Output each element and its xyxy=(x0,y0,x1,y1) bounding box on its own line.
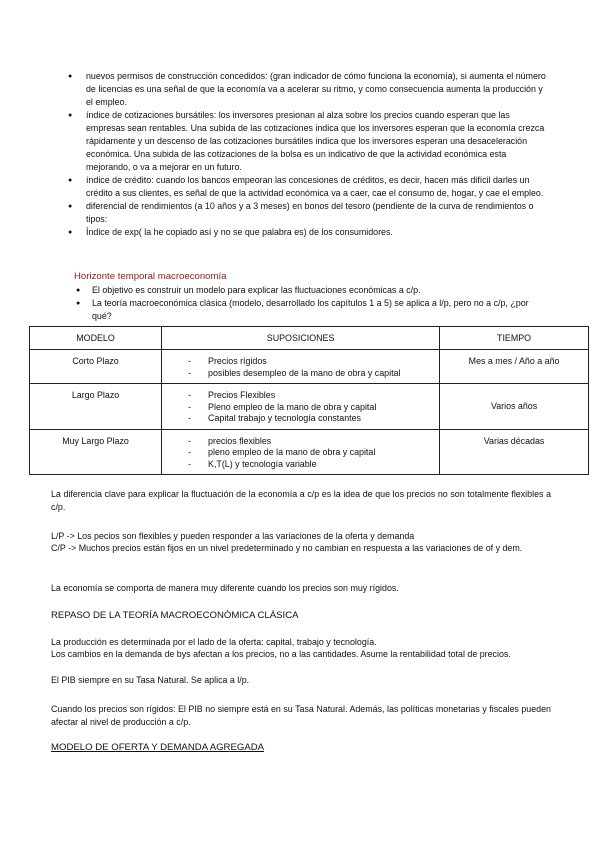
section-title-horizonte: Horizonte temporal macroeconomía xyxy=(74,271,227,282)
paragraph-produccion: La producción es determinada por el lado de la oferta: capital, trabajo y tecnología. xyxy=(51,637,377,647)
model-cell: Corto Plazo xyxy=(30,350,162,384)
horizonte-bullet-list xyxy=(70,284,550,323)
assumptions-cell xyxy=(162,350,440,384)
time-cell: Varias décadas xyxy=(440,429,589,475)
table-row xyxy=(30,429,589,475)
paragraph-economia-rigidos: La economía se comporta de manera muy diferente cuando los precios son muy rígidos. xyxy=(51,583,399,593)
assumption-item: - pleno empleo de la mano de obra y capital xyxy=(188,447,439,459)
table-row xyxy=(30,350,589,384)
table-header-row xyxy=(30,327,589,350)
list-item: ● diferencial de rendimientos (a 10 años y a 3 meses) en bonos del tesoro (pendiente de la curva de rendimientos o tipos: xyxy=(64,200,550,226)
model-cell: Muy Largo Plazo xyxy=(30,429,162,475)
paragraph-pib-tasa-natural: El PIB siempre en su Tasa Natural. Se aplica a l/p. xyxy=(51,675,250,685)
paragraph-cambios-demanda: Los cambios en la demanda de bys afectan a los precios, no a las cantidades. Asume la rentabilidad total de precios. xyxy=(51,649,511,659)
assumption-item: - precios flexibles xyxy=(188,436,439,448)
assumption-item: - posibles desempleo de la mano de obra y capital xyxy=(188,368,439,380)
list-item: ● nuevos permisos de construcción concedidos: (gran indicador de cómo funciona la economía), si aumenta el número de licencias es una señal de que la economía va a acelerar su ritmo, y como consecuencia aumenta la producción y el empleo. xyxy=(64,70,550,109)
list-item: ● índice de crédito: cuando los bancos empeoran las concesiones de créditos, es decir, hacen más difícil darles un crédito a sus clientes, es señal de que la actividad económica va a caer, cae el consumo de, hogar, y cae el empleo. xyxy=(64,174,550,200)
assumption-item: - Pleno empleo de la mano de obra y capital xyxy=(188,402,439,414)
time-cell: Mes a mes / Año a año xyxy=(440,350,589,384)
assumptions-cell xyxy=(162,429,440,475)
models-table xyxy=(29,326,589,475)
column-header-suposiciones: SUPOSICIONES xyxy=(162,327,440,350)
list-item: ● Índice de exp( la he copiado así y no se que palabra es) de los consumidores. xyxy=(64,226,550,239)
assumptions-cell xyxy=(162,384,440,430)
paragraph-cp: C/P -> Muchos precios están fijos en un nivel predeterminado y no cambian en respuesta a las variaciones de of y dem. xyxy=(51,543,523,553)
paragraph-lp: L/P -> Los pecios son flexibles y pueden responder a las variaciones de la oferta y demanda xyxy=(51,531,415,541)
column-header-modelo: MODELO xyxy=(30,327,162,350)
list-item: ● índice de cotizaciones bursátiles: los inversores presionan al alza sobre los precios cuando esperan que las empresas sean rentables. Una subida de las cotizaciones indica que los inversores esperan que la economía crezca rápidamente y un descenso de las cotizaciones bursátiles indica que los inversores esperan una desaceleración económica. Una subida de las cotizaciones de la bolsa es un indicativo de que la actividad económica esta mejorando, o va a mejorar en un futuro. xyxy=(64,109,550,174)
table-row xyxy=(30,384,589,430)
assumption-item: - Precios rígidos xyxy=(188,356,439,368)
list-item: ● El objetivo es construir un modelo para explicar las fluctuaciones económicas a c/p. xyxy=(70,284,550,297)
paragraph-precios-rigidos: Cuando los precios son rígidos: El PIB no siempre está en su Tasa Natural. Además, las políticas monetarias y fiscales pueden afectar al nivel de producción a c/p. xyxy=(51,704,551,727)
list-item: ● La teoría macroeconómica clásica (modelo, desarrollado los capítulos 1 a 5) se aplica a l/p, pero no a c/p, ¿por qué? xyxy=(70,297,550,323)
model-cell: Largo Plazo xyxy=(30,384,162,430)
heading-oferta-demanda: MODELO DE OFERTA Y DEMANDA AGREGADA xyxy=(51,742,265,753)
indicators-bullet-list xyxy=(64,70,550,239)
column-header-tiempo: TIEMPO xyxy=(440,327,589,350)
heading-repaso-teoria: REPASO DE LA TEORÍA MACROECONÓMICA CLÁSICA xyxy=(51,610,299,621)
time-cell: Varios años xyxy=(440,384,589,430)
assumption-item: - K,T(L) y tecnología variable xyxy=(188,459,439,471)
assumption-item: - Capital trabajo y tecnología constantes xyxy=(188,413,439,425)
assumption-item: - Precios Flexibles xyxy=(188,390,439,402)
paragraph-diferencia-clave: La diferencia clave para explicar la fluctuación de la economía a c/p es la idea de que los precios no son totalmente flexibles a c/p. xyxy=(51,489,551,512)
